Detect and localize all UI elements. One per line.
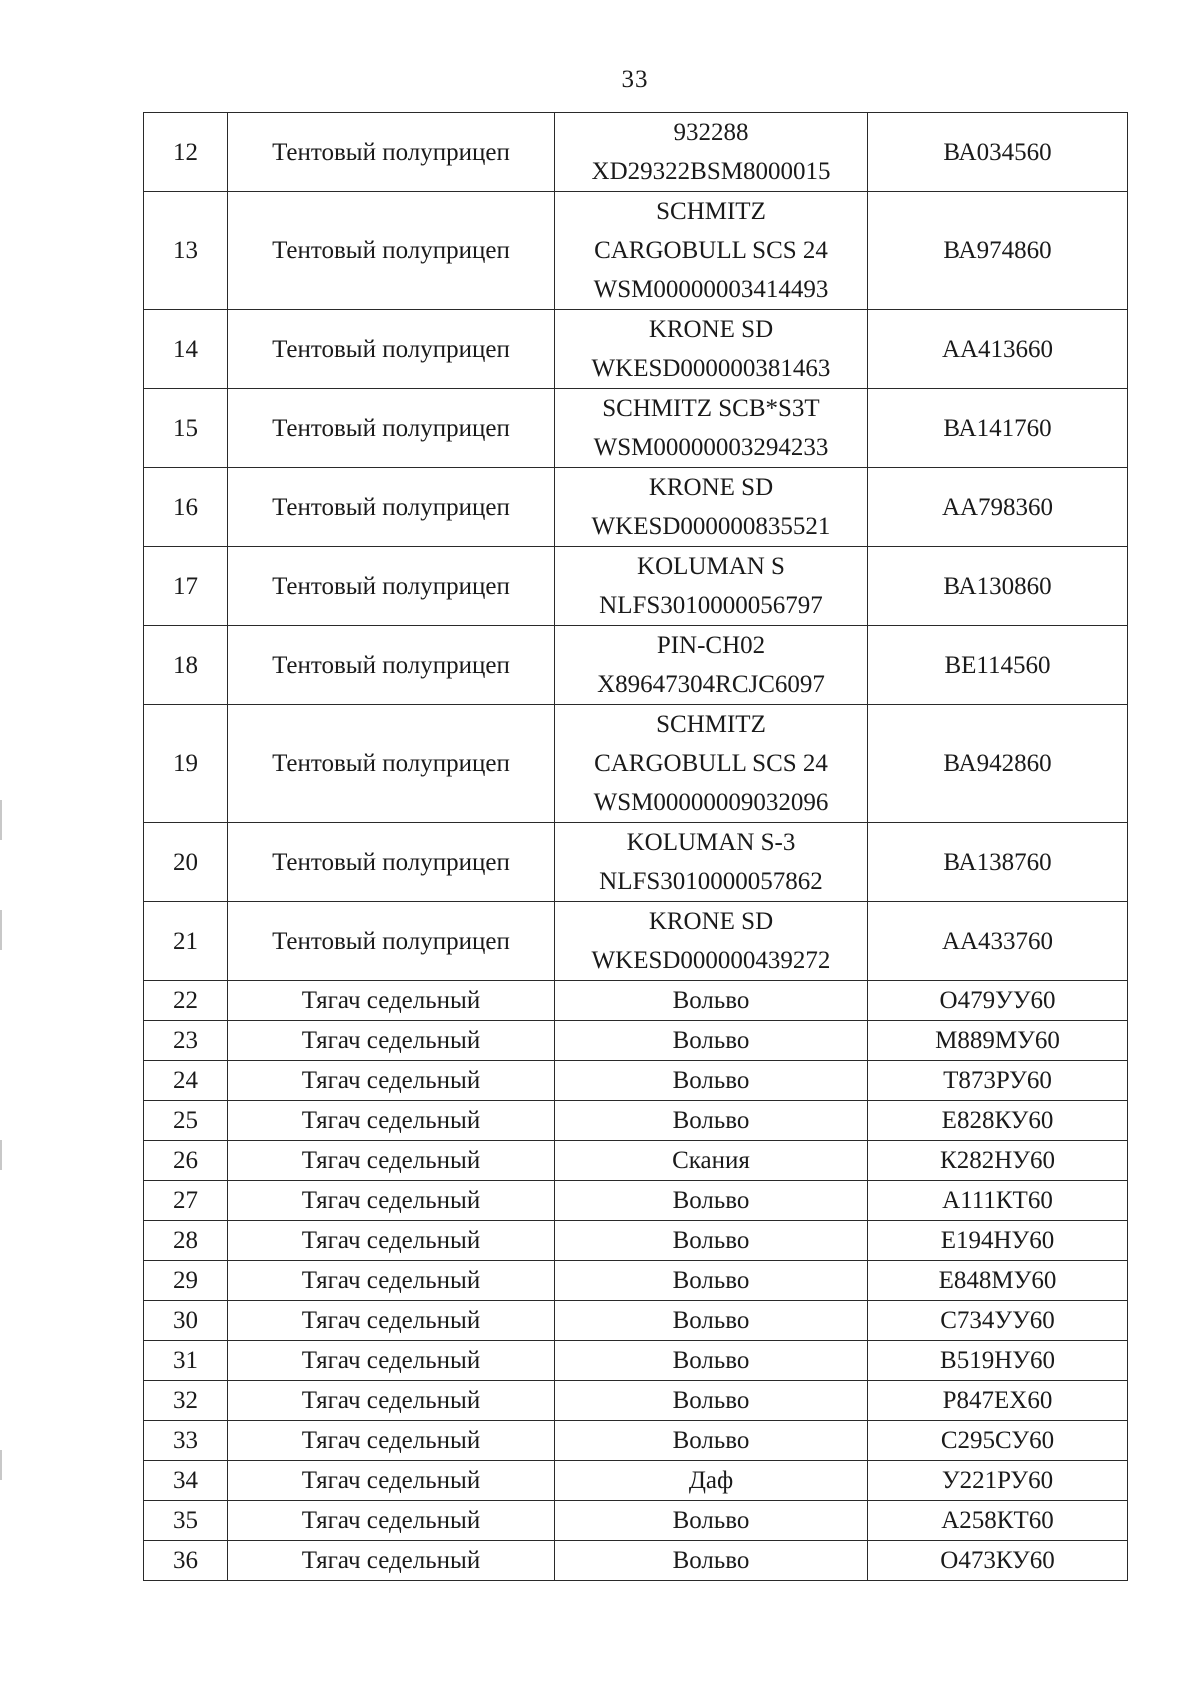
registration-plate: С295СУ60 bbox=[868, 1421, 1128, 1461]
vehicle-type: Тягач седельный bbox=[228, 1461, 555, 1501]
vehicle-model bbox=[555, 547, 868, 626]
registration-plate: О479УУ60 bbox=[868, 981, 1128, 1021]
row-number: 13 bbox=[144, 192, 228, 310]
vehicle-model-line: KOLUMAN S-3 bbox=[626, 829, 796, 856]
vehicle-model-line: XD29322BSM8000015 bbox=[591, 158, 831, 185]
vehicle-model bbox=[555, 823, 868, 902]
vehicle-type: Тентовый полуприцеп bbox=[228, 547, 555, 626]
scan-mark bbox=[0, 1140, 2, 1170]
vehicle-model-line: WKESD000000439272 bbox=[591, 947, 831, 974]
table-row bbox=[144, 626, 1128, 705]
vehicle-model-line: KOLUMAN S bbox=[637, 553, 785, 580]
row-number: 21 bbox=[144, 902, 228, 981]
table-row bbox=[144, 192, 1128, 310]
vehicle-model-line: CARGOBULL SCS 24 bbox=[594, 750, 828, 777]
vehicle-type: Тягач седельный bbox=[228, 981, 555, 1021]
registration-plate: Е848МУ60 bbox=[868, 1261, 1128, 1301]
row-number: 14 bbox=[144, 310, 228, 389]
registration-plate: ВА130860 bbox=[868, 547, 1128, 626]
vehicle-model-line: Вольво bbox=[672, 1067, 750, 1094]
vehicle-type: Тентовый полуприцеп bbox=[228, 823, 555, 902]
row-number: 12 bbox=[144, 113, 228, 192]
registration-plate: Е194НУ60 bbox=[868, 1221, 1128, 1261]
row-number: 29 bbox=[144, 1261, 228, 1301]
row-number: 23 bbox=[144, 1021, 228, 1061]
table-row bbox=[144, 1101, 1128, 1141]
vehicle-model-line: Скания bbox=[672, 1147, 750, 1174]
row-number: 36 bbox=[144, 1541, 228, 1581]
table-row bbox=[144, 705, 1128, 823]
row-number: 24 bbox=[144, 1061, 228, 1101]
registration-plate: ВА942860 bbox=[868, 705, 1128, 823]
vehicle-model bbox=[555, 1461, 868, 1501]
row-number: 18 bbox=[144, 626, 228, 705]
vehicle-model-line: Вольво bbox=[672, 1547, 750, 1574]
vehicle-model-line: 932288 bbox=[673, 119, 749, 146]
vehicle-type: Тягач седельный bbox=[228, 1421, 555, 1461]
vehicle-model bbox=[555, 113, 868, 192]
registration-plate: Т873РУ60 bbox=[868, 1061, 1128, 1101]
vehicle-table-body bbox=[144, 113, 1128, 1581]
vehicle-type: Тягач седельный bbox=[228, 1541, 555, 1581]
vehicle-model-line: SCHMITZ SCB*S3T bbox=[602, 395, 820, 422]
row-number: 19 bbox=[144, 705, 228, 823]
registration-plate: Р847ЕХ60 bbox=[868, 1381, 1128, 1421]
vehicle-model-line: NLFS3010000057862 bbox=[599, 868, 823, 895]
row-number: 28 bbox=[144, 1221, 228, 1261]
registration-plate: М889МУ60 bbox=[868, 1021, 1128, 1061]
vehicle-model bbox=[555, 468, 868, 547]
vehicle-model-line: SCHMITZ bbox=[656, 198, 766, 225]
table-row bbox=[144, 1341, 1128, 1381]
vehicle-model bbox=[555, 1541, 868, 1581]
vehicle-model bbox=[555, 1421, 868, 1461]
registration-plate: АА798360 bbox=[868, 468, 1128, 547]
page-number: 33 bbox=[621, 66, 649, 93]
registration-plate: ВА141760 bbox=[868, 389, 1128, 468]
vehicle-type: Тентовый полуприцеп bbox=[228, 192, 555, 310]
vehicle-model-line: Вольво bbox=[672, 1307, 750, 1334]
vehicle-model bbox=[555, 902, 868, 981]
vehicle-model bbox=[555, 389, 868, 468]
row-number: 35 bbox=[144, 1501, 228, 1541]
registration-plate: А111КТ60 bbox=[868, 1181, 1128, 1221]
vehicle-model bbox=[555, 1301, 868, 1341]
vehicle-model-line: CARGOBULL SCS 24 bbox=[594, 237, 828, 264]
vehicle-model-line: WKESD000000835521 bbox=[591, 513, 831, 540]
vehicle-model-line: NLFS3010000056797 bbox=[599, 592, 823, 619]
registration-plate: Е828КУ60 bbox=[868, 1101, 1128, 1141]
vehicle-model-line: PIN-CH02 bbox=[656, 632, 766, 659]
vehicle-model-line: X89647304RCJC6097 bbox=[597, 671, 825, 698]
row-number: 20 bbox=[144, 823, 228, 902]
table-row bbox=[144, 310, 1128, 389]
vehicle-model-line: Вольво bbox=[672, 1227, 750, 1254]
registration-plate: ВА034560 bbox=[868, 113, 1128, 192]
vehicle-type: Тягач седельный bbox=[228, 1021, 555, 1061]
registration-plate: К282НУ60 bbox=[868, 1141, 1128, 1181]
vehicle-model-line: KRONE SD bbox=[648, 474, 774, 501]
vehicle-model bbox=[555, 192, 868, 310]
vehicle-model-line: Вольво bbox=[672, 1347, 750, 1374]
row-number: 15 bbox=[144, 389, 228, 468]
registration-plate: АА413660 bbox=[868, 310, 1128, 389]
row-number: 17 bbox=[144, 547, 228, 626]
row-number: 16 bbox=[144, 468, 228, 547]
vehicle-model bbox=[555, 626, 868, 705]
registration-plate: У221РУ60 bbox=[868, 1461, 1128, 1501]
vehicle-model-line: WSM00000003414493 bbox=[593, 276, 829, 303]
table-row bbox=[144, 902, 1128, 981]
registration-plate: А258КТ60 bbox=[868, 1501, 1128, 1541]
vehicle-model-line: Вольво bbox=[672, 1507, 750, 1534]
vehicle-model bbox=[555, 1381, 868, 1421]
table-row bbox=[144, 389, 1128, 468]
vehicle-type: Тягач седельный bbox=[228, 1301, 555, 1341]
vehicle-model bbox=[555, 1341, 868, 1381]
vehicle-type: Тентовый полуприцеп bbox=[228, 113, 555, 192]
vehicle-type: Тягач седельный bbox=[228, 1221, 555, 1261]
registration-plate: ВА974860 bbox=[868, 192, 1128, 310]
vehicle-type: Тентовый полуприцеп bbox=[228, 902, 555, 981]
vehicle-model-line: Вольво bbox=[672, 987, 750, 1014]
table-row bbox=[144, 1381, 1128, 1421]
vehicle-model bbox=[555, 1021, 868, 1061]
row-number: 33 bbox=[144, 1421, 228, 1461]
table-row bbox=[144, 823, 1128, 902]
scan-mark bbox=[0, 1450, 2, 1480]
table-row bbox=[144, 1501, 1128, 1541]
table-row bbox=[144, 1181, 1128, 1221]
row-number: 34 bbox=[144, 1461, 228, 1501]
vehicle-model-line: KRONE SD bbox=[648, 316, 774, 343]
table-row bbox=[144, 1461, 1128, 1501]
registration-plate: ВЕ114560 bbox=[868, 626, 1128, 705]
vehicle-model bbox=[555, 1221, 868, 1261]
vehicle-model-line: WSM00000009032096 bbox=[593, 789, 829, 816]
row-number: 26 bbox=[144, 1141, 228, 1181]
table-row bbox=[144, 113, 1128, 192]
vehicle-model-line: WSM00000003294233 bbox=[593, 434, 829, 461]
vehicle-model-line: KRONE SD bbox=[648, 908, 774, 935]
vehicle-type: Тентовый полуприцеп bbox=[228, 626, 555, 705]
table-row bbox=[144, 1141, 1128, 1181]
vehicle-model-line: Вольво bbox=[672, 1387, 750, 1414]
vehicle-model bbox=[555, 1501, 868, 1541]
vehicle-model-line: SCHMITZ bbox=[656, 711, 766, 738]
vehicle-model-line: Вольво bbox=[672, 1427, 750, 1454]
vehicle-model bbox=[555, 310, 868, 389]
table-row bbox=[144, 1021, 1128, 1061]
vehicle-type: Тягач седельный bbox=[228, 1381, 555, 1421]
vehicle-type: Тягач седельный bbox=[228, 1501, 555, 1541]
registration-plate: АА433760 bbox=[868, 902, 1128, 981]
table-row bbox=[144, 1061, 1128, 1101]
vehicle-model-line: Вольво bbox=[672, 1187, 750, 1214]
vehicle-model bbox=[555, 1261, 868, 1301]
table-row bbox=[144, 1301, 1128, 1341]
scan-mark bbox=[0, 800, 2, 840]
row-number: 32 bbox=[144, 1381, 228, 1421]
vehicle-type: Тягач седельный bbox=[228, 1181, 555, 1221]
table-row bbox=[144, 547, 1128, 626]
vehicle-model bbox=[555, 705, 868, 823]
row-number: 25 bbox=[144, 1101, 228, 1141]
vehicle-type: Тягач седельный bbox=[228, 1061, 555, 1101]
table-row bbox=[144, 1421, 1128, 1461]
table-row bbox=[144, 468, 1128, 547]
vehicle-type: Тентовый полуприцеп bbox=[228, 705, 555, 823]
registration-plate: С734УУ60 bbox=[868, 1301, 1128, 1341]
vehicle-model-line: Даф bbox=[688, 1467, 734, 1494]
vehicle-model bbox=[555, 1141, 868, 1181]
table-row bbox=[144, 1541, 1128, 1581]
row-number: 31 bbox=[144, 1341, 228, 1381]
row-number: 27 bbox=[144, 1181, 228, 1221]
vehicle-type: Тягач седельный bbox=[228, 1101, 555, 1141]
row-number: 30 bbox=[144, 1301, 228, 1341]
table-row bbox=[144, 981, 1128, 1021]
vehicle-model-line: Вольво bbox=[672, 1107, 750, 1134]
table-row bbox=[144, 1261, 1128, 1301]
vehicle-type: Тентовый полуприцеп bbox=[228, 468, 555, 547]
registration-plate: ВА138760 bbox=[868, 823, 1128, 902]
scan-mark bbox=[0, 910, 2, 950]
vehicle-type: Тягач седельный bbox=[228, 1141, 555, 1181]
vehicle-model bbox=[555, 1181, 868, 1221]
vehicle-model-line: WKESD000000381463 bbox=[591, 355, 831, 382]
vehicle-type: Тягач седельный bbox=[228, 1341, 555, 1381]
vehicle-type: Тягач седельный bbox=[228, 1261, 555, 1301]
vehicle-model-line: Вольво bbox=[672, 1267, 750, 1294]
vehicle-model bbox=[555, 1101, 868, 1141]
row-number: 22 bbox=[144, 981, 228, 1021]
vehicle-model bbox=[555, 1061, 868, 1101]
vehicle-type: Тентовый полуприцеп bbox=[228, 389, 555, 468]
registration-plate: О473КУ60 bbox=[868, 1541, 1128, 1581]
vehicle-type: Тентовый полуприцеп bbox=[228, 310, 555, 389]
registration-plate: В519НУ60 bbox=[868, 1341, 1128, 1381]
table-row bbox=[144, 1221, 1128, 1261]
vehicle-table bbox=[143, 112, 1128, 1581]
vehicle-model bbox=[555, 981, 868, 1021]
vehicle-model-line: Вольво bbox=[672, 1027, 750, 1054]
